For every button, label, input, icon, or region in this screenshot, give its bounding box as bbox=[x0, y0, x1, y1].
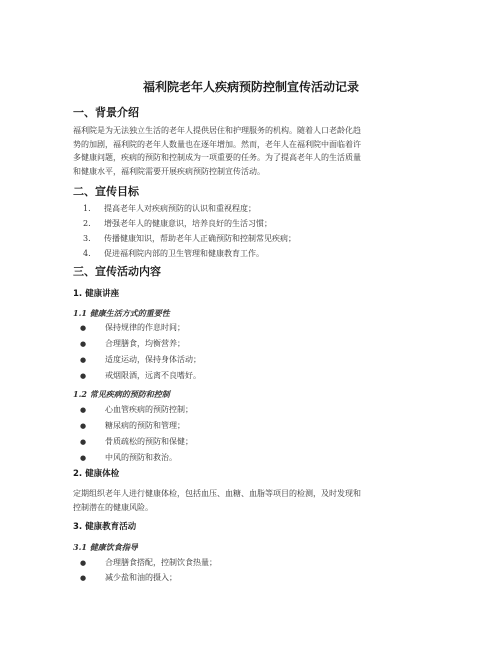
subsection-heading-lecture: 1. 健康讲座 bbox=[73, 289, 120, 299]
subsubsection-heading: 1.2 常见疾病的预防和控制 bbox=[73, 389, 170, 399]
list-item-text: 合理膳食，均衡营养； bbox=[105, 339, 185, 348]
list-item-text: 传播健康知识，帮助老年人正确预防和控制常见疾病； bbox=[104, 234, 296, 243]
subsection-heading-checkup: 2. 健康体检 bbox=[73, 469, 120, 479]
subsubsection-heading: 1.1 健康生活方式的重要性 bbox=[73, 308, 170, 318]
bullet-icon: ● bbox=[80, 406, 87, 414]
bullet-icon: ● bbox=[80, 356, 87, 364]
list-item-text: 心血管疾病的预防控制； bbox=[105, 405, 193, 414]
list-item-text: 减少盐和油的摄入； bbox=[105, 573, 177, 582]
list-item bbox=[83, 233, 296, 245]
checkup-paragraph bbox=[73, 487, 433, 514]
paragraph-line: 势的加剧，福利院的老年人数量也在逐年增加。然而，老年人在福利院中面临着许 bbox=[73, 139, 361, 149]
list-item-text: 合理膳食搭配，控制饮食热量； bbox=[105, 558, 217, 567]
bullet-icon: ● bbox=[80, 559, 87, 567]
list-item bbox=[83, 203, 256, 215]
list-number: 3. bbox=[83, 234, 91, 243]
paragraph-line: 和健康水平，福利院需要开展疾病预防控制宣传活动。 bbox=[73, 166, 265, 176]
list-item bbox=[83, 218, 272, 230]
section-heading-activities: 三、宣传活动内容 bbox=[73, 265, 161, 278]
bullet-icon: ● bbox=[80, 422, 87, 430]
paragraph-line: 控制潜在的健康风险。 bbox=[73, 502, 153, 512]
bullet-icon: ● bbox=[80, 454, 87, 462]
list-item-text: 骨质疏松的预防和保健； bbox=[105, 437, 193, 446]
list-item bbox=[80, 436, 193, 448]
list-item-text: 增强老年人的健康意识，培养良好的生活习惯； bbox=[104, 219, 272, 228]
list-item-text: 中风的预防和救治。 bbox=[105, 453, 177, 462]
document-title: 福利院老年人疾病预防控制宣传活动记录 bbox=[142, 80, 359, 94]
list-item bbox=[83, 248, 264, 260]
list-item bbox=[80, 404, 193, 416]
list-number: 1. bbox=[83, 204, 91, 213]
list-item bbox=[80, 557, 217, 569]
list-item-text: 戒烟限酒，远离不良嗜好。 bbox=[105, 371, 201, 380]
bullet-icon: ● bbox=[80, 438, 87, 446]
list-item bbox=[80, 338, 185, 350]
list-item-text: 糖尿病的预防和管理； bbox=[105, 421, 185, 430]
list-number: 2. bbox=[83, 219, 91, 228]
list-item bbox=[80, 572, 177, 584]
section-heading-goals: 二、宣传目标 bbox=[73, 185, 139, 198]
list-item-text: 促进福利院内部的卫生管理和健康教育工作。 bbox=[104, 249, 264, 258]
background-paragraph bbox=[73, 124, 433, 178]
list-item bbox=[80, 370, 201, 382]
list-item bbox=[80, 452, 177, 464]
list-item bbox=[80, 420, 185, 432]
list-item bbox=[80, 354, 201, 366]
subsubsection-heading: 3.1 健康饮食指导 bbox=[73, 542, 138, 552]
list-item-text: 适度运动，保持身体活动； bbox=[105, 355, 201, 364]
bullet-icon: ● bbox=[80, 372, 87, 380]
section-heading-background: 一、背景介绍 bbox=[73, 106, 139, 119]
subsection-heading-education: 3. 健康教育活动 bbox=[73, 522, 137, 532]
list-number: 4. bbox=[83, 249, 91, 258]
list-item-text: 保持规律的作息时间； bbox=[105, 323, 185, 332]
paragraph-line: 定期组织老年人进行健康体检，包括血压、血糖、血脂等项目的检测，及时发现和 bbox=[73, 489, 361, 498]
paragraph-line: 多健康问题，疾病的预防和控制成为一项重要的任务。为了提高老年人的生活质量 bbox=[73, 153, 361, 162]
bullet-icon: ● bbox=[80, 324, 87, 332]
bullet-icon: ● bbox=[80, 340, 87, 348]
bullet-icon: ● bbox=[80, 574, 87, 582]
list-item bbox=[80, 322, 185, 334]
paragraph-line: 福利院是为无法独立生活的老年人提供居住和护理服务的机构。随着人口老龄化趋 bbox=[73, 126, 361, 135]
list-item-text: 提高老年人对疾病预防的认识和重视程度； bbox=[104, 204, 256, 213]
